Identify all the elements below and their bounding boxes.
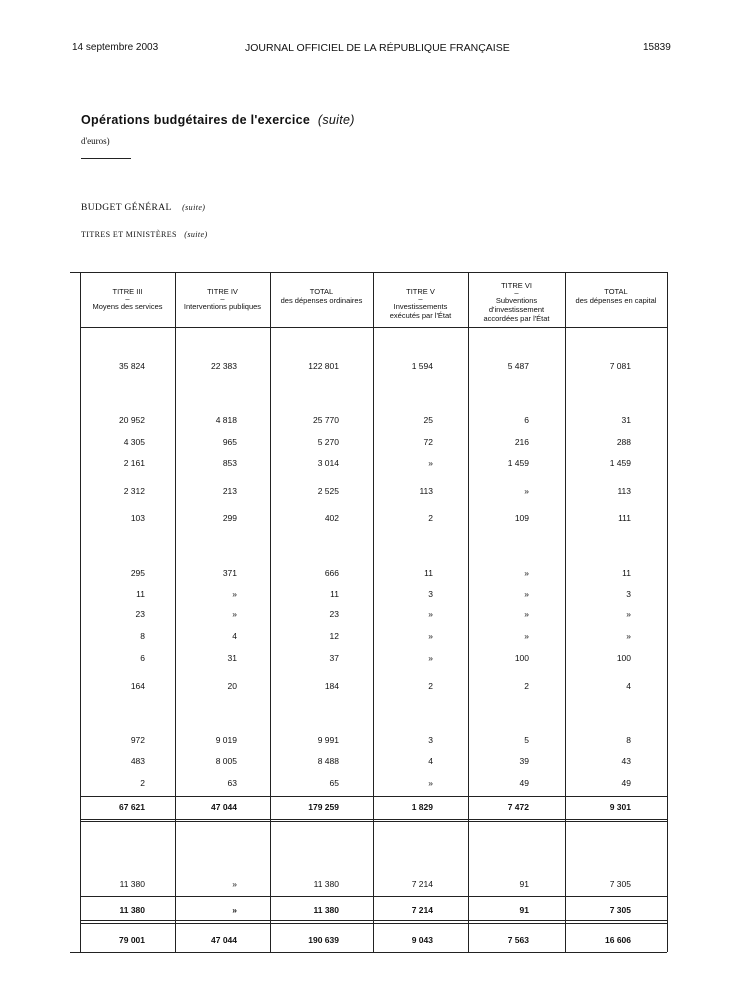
table-cell: »	[524, 609, 529, 619]
table-cell: 47 044	[211, 935, 237, 945]
table-cell: »	[524, 631, 529, 641]
table-cell: 4	[232, 631, 237, 641]
table-cell: 965	[222, 437, 237, 447]
table-cell: 1 459	[507, 458, 529, 468]
table-cell: »	[626, 609, 631, 619]
column-header-title: TITRE IV	[207, 287, 238, 296]
page-title	[81, 113, 355, 127]
table-cell: 25 770	[313, 415, 339, 425]
table-cell: 7 081	[609, 361, 631, 371]
table-cell: 295	[130, 568, 145, 578]
table-cell: 2	[140, 778, 145, 788]
section-budget-general	[81, 203, 205, 213]
table-cell: 5 270	[317, 437, 339, 447]
table-cell: 853	[222, 458, 237, 468]
table-cell: 3	[428, 735, 433, 745]
column-header	[80, 287, 175, 311]
column-header	[565, 287, 667, 305]
table-cell: 7 305	[609, 879, 631, 889]
table-bottom-rule	[70, 952, 667, 953]
table-cell: 9 301	[609, 802, 631, 812]
table-cell: 72	[423, 437, 433, 447]
table-cell: 402	[324, 513, 339, 523]
table-cell: 371	[222, 568, 237, 578]
table-cell: 16 606	[605, 935, 631, 945]
table-cell: »	[428, 653, 433, 663]
table-cell: 23	[135, 609, 145, 619]
table-cell: 100	[514, 653, 529, 663]
table-cell: 3	[626, 589, 631, 599]
table-cell: 11 380	[119, 879, 145, 889]
column-header-sublabel: exécutés par l'État	[389, 311, 452, 320]
column-rule	[667, 272, 668, 952]
table-cell: 6	[524, 415, 529, 425]
table-cell: »	[524, 568, 529, 578]
table-cell: 47 044	[211, 802, 237, 812]
table-cell: 179 259	[308, 802, 339, 812]
table-cell: 9 043	[411, 935, 433, 945]
table-cell: 31	[621, 415, 631, 425]
table-cell: »	[232, 879, 237, 889]
table-cell: 49	[621, 778, 631, 788]
journal-name: JOURNAL OFFICIEL DE LA RÉPUBLIQUE FRANÇAISE	[245, 42, 510, 54]
column-header-label: Moyens des services	[92, 302, 163, 311]
table-cell: 11	[136, 589, 145, 599]
table-cell: 2 525	[317, 486, 339, 496]
table-cell: »	[232, 589, 237, 599]
table-cell: 299	[222, 513, 237, 523]
table-cell: 8 005	[215, 756, 237, 766]
table-cell: 972	[130, 735, 145, 745]
table-cell: 3	[428, 589, 433, 599]
column-rule	[565, 272, 566, 952]
column-header-label: des dépenses en capital	[575, 296, 657, 305]
unit-underline	[81, 158, 131, 159]
table-cell: 1 459	[609, 458, 631, 468]
table-cell: 11 380	[313, 905, 339, 915]
section-budget-suffix: (suite)	[182, 203, 206, 212]
column-header	[270, 287, 373, 305]
table-cell: 37	[329, 653, 339, 663]
table-cell: 216	[514, 437, 529, 447]
table-cell: 31	[227, 653, 237, 663]
table-cell: 2	[428, 681, 433, 691]
title-suffix: (suite)	[317, 113, 355, 127]
table-cell: 1 829	[411, 802, 433, 812]
table-cell: »	[524, 589, 529, 599]
table-cell: »	[524, 486, 529, 496]
table-cell: 39	[519, 756, 529, 766]
table-cell: 23	[329, 609, 339, 619]
table-cell: 122 801	[308, 361, 339, 371]
table-cell: 8	[626, 735, 631, 745]
table-cell: »	[232, 905, 237, 915]
column-header-dash: –	[125, 294, 130, 303]
table-cell: 4 818	[215, 415, 237, 425]
table-cell: 6	[140, 653, 145, 663]
column-header	[468, 281, 565, 323]
table-cell: 1 594	[411, 361, 433, 371]
table-cell: 5	[524, 735, 529, 745]
table-cell: 113	[419, 486, 433, 496]
table-cell: 666	[324, 568, 339, 578]
table-cell: 5 487	[507, 361, 529, 371]
table-cell: 91	[519, 905, 529, 915]
table-cell: »	[626, 631, 631, 641]
table-cell: 79 001	[119, 935, 145, 945]
table-cell: 25	[423, 415, 433, 425]
page-number: 15839	[643, 42, 671, 53]
table-cell: 483	[130, 756, 145, 766]
table-cell: 213	[222, 486, 237, 496]
table-cell: 49	[519, 778, 529, 788]
table-cell: 7 214	[411, 905, 433, 915]
section-titres-label: TITRES ET MINISTÈRES	[81, 230, 177, 239]
table-cell: 63	[227, 778, 237, 788]
unit-label: d'euros)	[81, 136, 110, 146]
table-cell: »	[428, 458, 433, 468]
column-rule	[80, 272, 81, 952]
table-cell: 109	[514, 513, 529, 523]
column-header-dash: –	[418, 294, 423, 303]
table-cell: 20	[227, 681, 237, 691]
table-cell: 12	[329, 631, 339, 641]
column-header	[373, 287, 468, 320]
table-cell: 288	[616, 437, 631, 447]
table-cell: 111	[618, 513, 631, 523]
column-header-title: TOTAL	[604, 287, 628, 296]
table-cell: »	[428, 631, 433, 641]
table-cell: 4	[428, 756, 433, 766]
table-cell: 11 380	[313, 879, 339, 889]
table-cell: 67 621	[119, 802, 145, 812]
column-header-title: TITRE V	[406, 287, 435, 296]
table-cell: 100	[616, 653, 631, 663]
table-cell: 20 952	[119, 415, 145, 425]
table-cell: 103	[130, 513, 145, 523]
column-header-label: Interventions publiques	[183, 302, 262, 311]
section-budget-label: BUDGET GÉNÉRAL	[81, 203, 172, 213]
table-cell: 11	[622, 568, 631, 578]
table-cell: 7 305	[609, 905, 631, 915]
column-header-label: Investissements	[393, 302, 448, 311]
table-cell: »	[232, 609, 237, 619]
table-cell: 11	[330, 589, 339, 599]
table-cell: 4	[626, 681, 631, 691]
table-cell: »	[428, 778, 433, 788]
table-cell: 8	[140, 631, 145, 641]
column-header-label: des dépenses ordinaires	[280, 296, 363, 305]
table-cell: 7 214	[411, 879, 433, 889]
column-header-title: TITRE VI	[501, 281, 532, 290]
table-cell: 7 563	[507, 935, 529, 945]
table-cell: 11 380	[119, 905, 145, 915]
table-cell: 190 639	[308, 935, 339, 945]
column-rule	[175, 272, 176, 952]
table-cell: 22 383	[211, 361, 237, 371]
section-titres-suffix: (suite)	[184, 230, 208, 239]
header-date: 14 septembre 2003	[72, 42, 159, 53]
column-header	[175, 287, 270, 311]
table-cell: 2	[428, 513, 433, 523]
table-cell: 9 991	[317, 735, 339, 745]
table-cell: 4 305	[123, 437, 145, 447]
column-header-label: Subventions d'investissement	[488, 296, 545, 314]
table-cell: 2 312	[123, 486, 145, 496]
column-header-sublabel: accordées par l'État	[483, 314, 550, 323]
table-cell: 2	[524, 681, 529, 691]
title-main: Opérations budgétaires de l'exercice	[81, 113, 311, 127]
table-cell: 164	[130, 681, 145, 691]
table-cell: 113	[617, 486, 631, 496]
table-cell: 8 488	[317, 756, 339, 766]
column-header-dash: –	[514, 288, 519, 297]
column-rule	[270, 272, 271, 952]
table-cell: 184	[324, 681, 339, 691]
section-titres	[81, 230, 208, 239]
table-cell: 3 014	[317, 458, 339, 468]
table-cell: 2 161	[123, 458, 145, 468]
table-cell: 9 019	[215, 735, 237, 745]
column-header-title: TOTAL	[309, 287, 334, 296]
table-cell: 91	[519, 879, 529, 889]
table-cell: 11	[424, 568, 433, 578]
table-cell: 7 472	[507, 802, 529, 812]
table-cell: 43	[621, 756, 631, 766]
table-top-rule	[70, 272, 667, 273]
table-cell: 35 824	[119, 361, 145, 371]
table-cell: 65	[329, 778, 339, 788]
column-header-dash: –	[220, 294, 225, 303]
table-cell: »	[428, 609, 433, 619]
column-header-title: TITRE III	[112, 287, 143, 296]
